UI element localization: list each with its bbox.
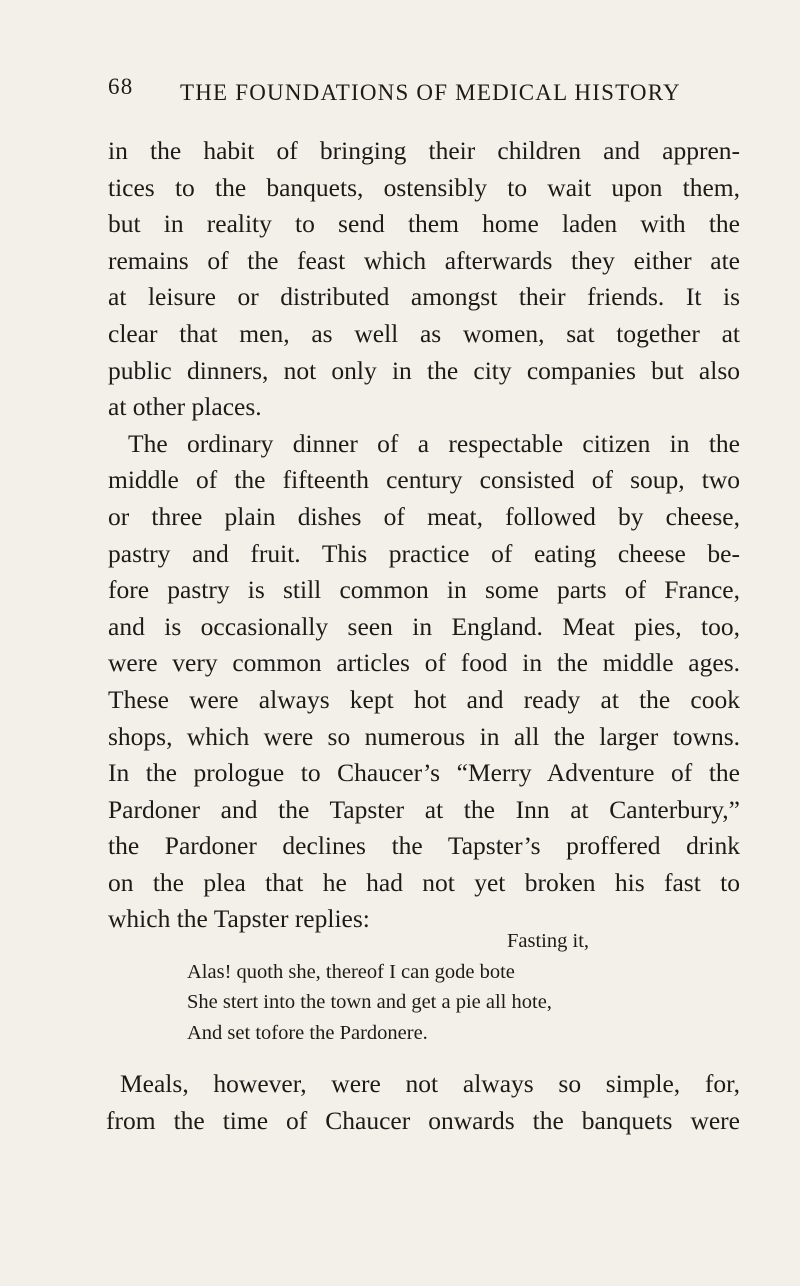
- text-line: and is occasionally seen in England. Meat pies, too,: [108, 611, 740, 641]
- text-line: shops, which were so numerous in all the larger towns.: [108, 721, 740, 751]
- paragraph-block-2: [108, 1066, 740, 1139]
- text-line: These were always kept hot and ready at the cook: [108, 684, 740, 714]
- text-line: public dinners, not only in the city companies but also: [108, 355, 740, 385]
- running-header: [108, 74, 681, 110]
- text-line: fore pastry is still common in some parts of France,: [108, 575, 740, 605]
- text-line: the Pardoner declines the Tapster’s proffered drink: [108, 831, 740, 861]
- verse-quotation: [187, 926, 707, 1048]
- text-line: which the Tapster replies:: [108, 904, 370, 934]
- text-line: pastry and fruit. This practice of eating cheese be-: [108, 538, 740, 568]
- text-line: or three plain dishes of meat, followed by cheese,: [108, 501, 740, 531]
- text-line: clear that men, as well as women, sat together at: [108, 318, 740, 348]
- text-line: at leisure or distributed amongst their friends. It is: [108, 282, 740, 312]
- text-line: tices to the banquets, ostensibly to wait upon them,: [108, 172, 740, 202]
- text-line: at other places.: [108, 392, 262, 422]
- verse-line: And set tofore the Pardonere.: [187, 1021, 428, 1044]
- page-number: 68: [108, 74, 134, 99]
- text-line: Meals, however, were not always so simple, for,: [120, 1069, 740, 1098]
- paragraph-block-1: [108, 133, 740, 938]
- text-line: remains of the feast which afterwards they either ate: [108, 245, 740, 275]
- text-line: were very common articles of food in the middle ages.: [108, 648, 740, 678]
- text-line: In the prologue to Chaucer’s “Merry Adventure of the: [108, 758, 740, 788]
- text-line: middle of the fifteenth century consisted of soup, two: [108, 465, 740, 495]
- text-line: Pardoner and the Tapster at the Inn at Canterbury,”: [108, 794, 740, 824]
- text-line: The ordinary dinner of a respectable citizen in the: [128, 428, 740, 458]
- text-line: but in reality to send them home laden with the: [108, 209, 740, 239]
- verse-line: Fasting it,: [507, 930, 590, 952]
- text-line: on the plea that he had not yet broken his fast to: [108, 867, 740, 897]
- running-title: THE FOUNDATIONS OF MEDICAL HISTORY: [180, 80, 681, 105]
- text-line: in the habit of bringing their children and appren-: [108, 136, 740, 165]
- text-line: from the time of Chaucer onwards the banquets were: [106, 1105, 740, 1135]
- verse-line: Alas! quoth she, thereof I can gode bote: [187, 960, 515, 983]
- verse-line: She stert into the town and get a pie all hote,: [187, 991, 552, 1013]
